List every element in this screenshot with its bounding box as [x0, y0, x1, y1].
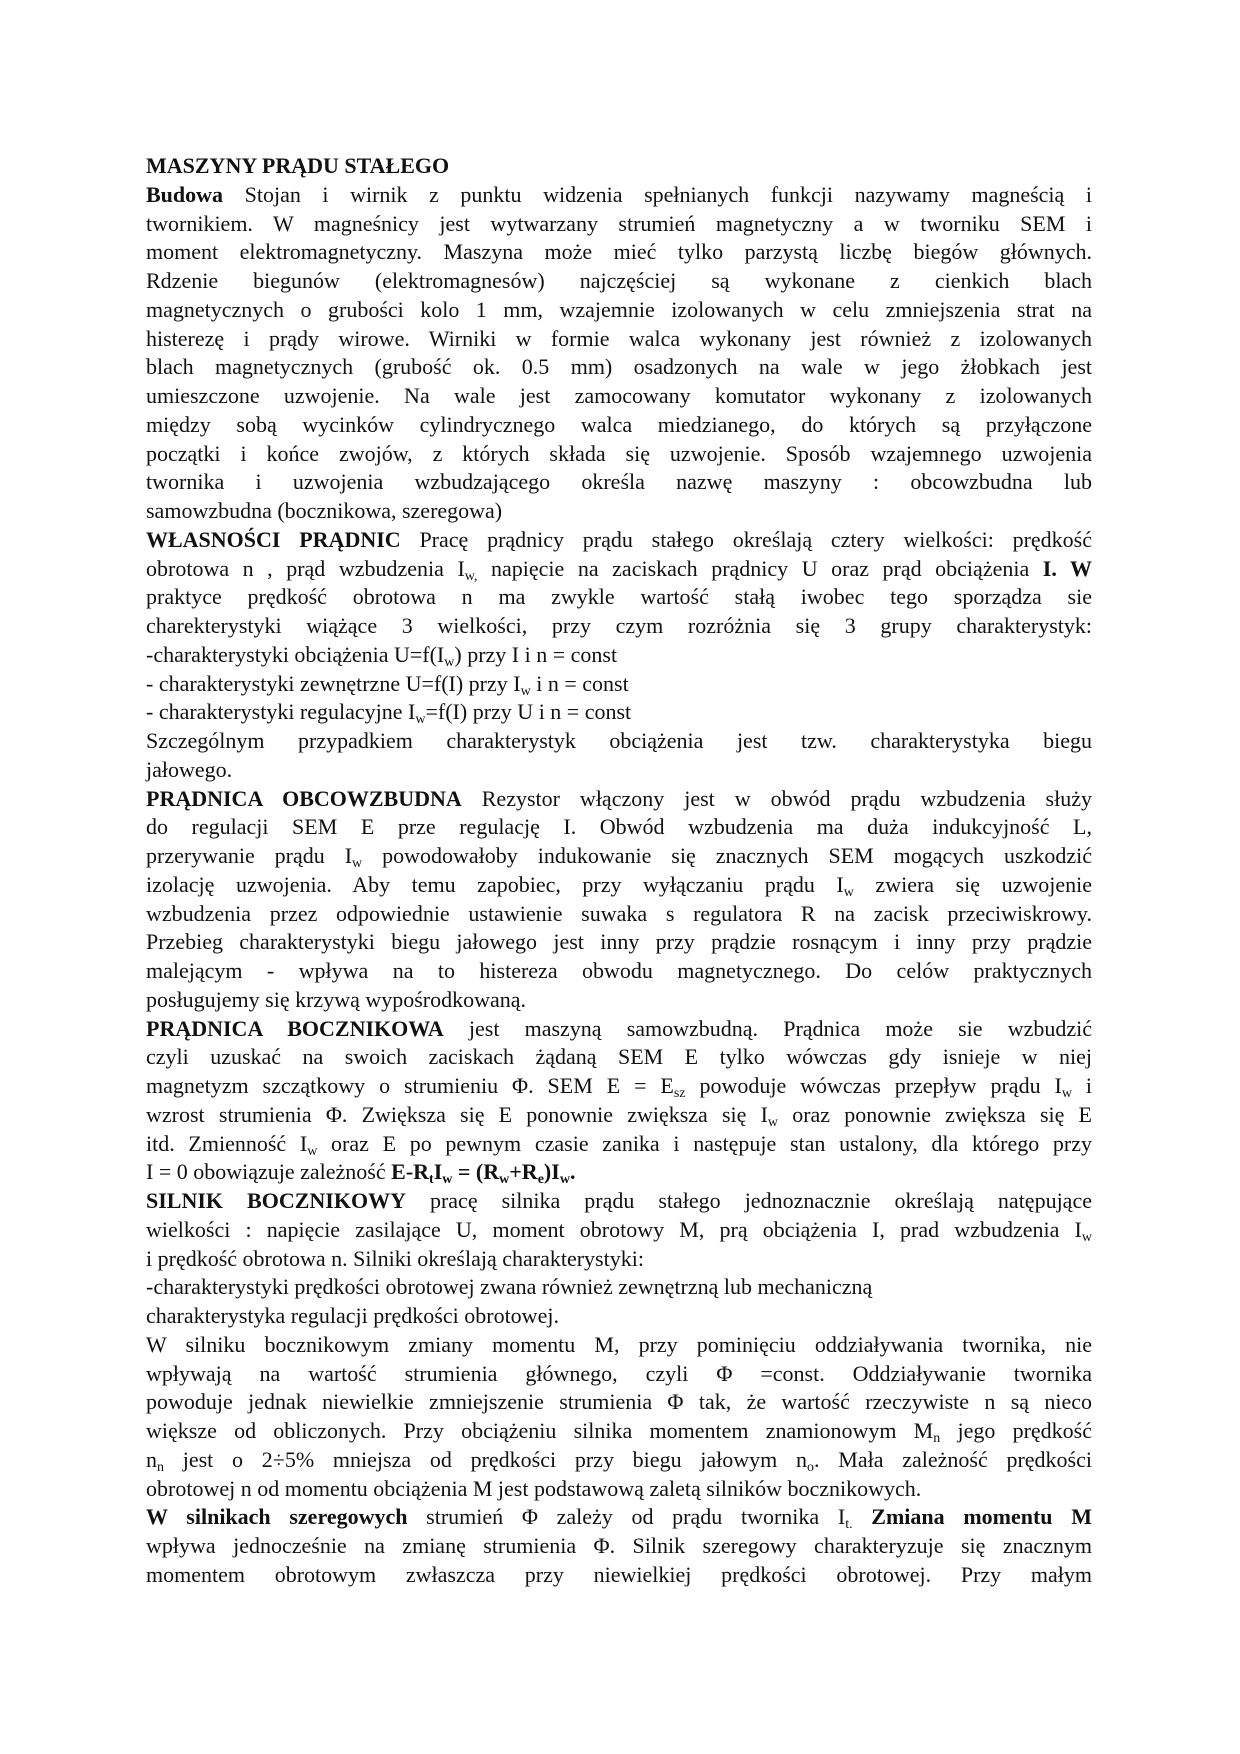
- bold-text: MASZYNY PRĄDU STAŁEGO: [146, 153, 450, 178]
- text-line: [146, 382, 1092, 411]
- text-run: [853, 1504, 872, 1529]
- subscript: w: [1061, 1086, 1072, 1101]
- text-run: czyli uzuskać na swoich zaciskach żądaną SEM E tylko wówczas gdy isnieje w niej: [146, 1044, 1092, 1070]
- text-line: [146, 238, 1092, 267]
- subscript: w: [1081, 1229, 1092, 1245]
- text-run: zwiera się uzwojenie: [853, 871, 1092, 897]
- text-run: wzbudzenia przez odpowiednie ustawienie suwaka s regulatora R na zacisk przeciwiskrowy.: [146, 900, 1092, 926]
- text-run: Pracę prądnicy prądu stałego określają cztery wielkości: prędkość: [400, 526, 1092, 552]
- subscript: w: [415, 712, 426, 728]
- bold-text: Budowa: [146, 181, 224, 207]
- bold-text: )I: [543, 1159, 560, 1185]
- text-line: [146, 325, 1092, 354]
- text-line: [146, 353, 1092, 382]
- subscript: w,: [464, 568, 478, 584]
- text-line: [146, 1446, 1092, 1475]
- text-line: [146, 555, 1092, 584]
- text-line: [146, 785, 1092, 814]
- subscript: w: [307, 1143, 318, 1159]
- text-line: [146, 1130, 1092, 1159]
- bold-text: .: [569, 1159, 576, 1185]
- text-run: powoduje jednak niewielkie zmniejszenie strumienia Φ tak, że wartość rzeczywiste n są nieco: [146, 1389, 1092, 1415]
- text-run: . Mała zależność prędkości: [814, 1446, 1092, 1472]
- text-run: Rdzenie biegunów (elektromagnesów) najczęściej są wykonane z cienkich blach: [146, 268, 1092, 293]
- text-line: [146, 1273, 1092, 1302]
- text-run: powoduje wówczas przepływ prądu I: [685, 1073, 1062, 1098]
- text-run: strumień Φ zależy od prądu twornika I: [407, 1504, 846, 1530]
- text-run: histerezę i prądy wirowe. Wirniki w formie walca wykonany jest również z izolowanych: [146, 325, 1092, 351]
- text-line: [146, 1245, 1092, 1274]
- text-run: posługujemy się krzywą wypośrodkowaną.: [146, 986, 527, 1012]
- text-line: [146, 957, 1092, 986]
- text-line: [146, 1561, 1092, 1590]
- text-line: [146, 842, 1092, 871]
- text-run: umieszczone uzwojenie. Na wale jest zamocowany komutator wykonany z izolowanych: [146, 383, 1092, 408]
- text-line: [146, 670, 1092, 699]
- text-run: napięcie na zaciskach prądnicy U oraz prąd obciążenia: [477, 555, 1043, 581]
- text-run: izolację uzwojenia. Aby temu zapobiec, przy wyłączaniu prądu I: [146, 871, 844, 897]
- text-line: [146, 900, 1092, 929]
- text-line: [146, 1302, 1092, 1331]
- text-line: [146, 1043, 1092, 1072]
- text-run: wpływa jednocześnie na zmianę strumienia Φ. Silnik szeregowy charakteryzuje się znacznym: [146, 1533, 1092, 1558]
- subscript: w: [442, 1172, 453, 1188]
- text-line: [146, 1417, 1092, 1446]
- text-run: charakterystyka regulacji prędkości obrotowej.: [146, 1303, 559, 1328]
- text-run: Stojan i wirnik z punktu widzenia spełnianych funkcji nazywamy magneścią i: [223, 181, 1092, 207]
- text-run: wzrost strumienia Φ. Zwiększa się E ponownie zwiększa się I: [146, 1101, 768, 1127]
- text-run: I = 0 obowiązuje zależność: [146, 1159, 392, 1185]
- bold-text: Zmiana momentu M: [871, 1504, 1092, 1530]
- subscript: w: [520, 683, 531, 699]
- text-run: oraz E po pewnym czasie zanika i następuje stan ustalony, dla którego przy: [317, 1130, 1092, 1156]
- bold-text: PRĄDNICA BOCZNIKOWA: [146, 1015, 444, 1041]
- subscript: w: [499, 1172, 510, 1188]
- text-run: - charakterystyki regulacyjne I: [146, 699, 416, 725]
- text-run: obrotowa n , prąd wzbudzenia I: [146, 555, 465, 581]
- text-line: [146, 1475, 1092, 1504]
- text-run: i: [1071, 1073, 1092, 1098]
- text-line: [146, 526, 1092, 555]
- text-line: [146, 698, 1092, 727]
- subscript: o: [807, 1459, 815, 1475]
- text-run: jego prędkość: [940, 1418, 1092, 1443]
- bold-text: +R: [509, 1159, 538, 1185]
- text-line: [146, 1503, 1092, 1532]
- text-run: wpływają na wartość strumienia głównego, czyli Φ =const. Oddziaływanie twornika: [146, 1360, 1092, 1386]
- text-run: n: [146, 1446, 157, 1472]
- text-line: [146, 440, 1092, 469]
- text-run: oraz ponownie zwiększa się E: [778, 1101, 1092, 1127]
- text-run: jest maszyną samowzbudną. Prądnica może sie wzbudzić: [443, 1015, 1092, 1041]
- subscript: e: [537, 1172, 544, 1188]
- text-run: twornikiem. W magneśnicy jest wytwarzany strumień magnetyczny a w tworniku SEM i: [146, 210, 1092, 236]
- bold-text: I. W: [1042, 555, 1092, 581]
- text-line: [146, 612, 1092, 641]
- text-run: obrotowej n od momentu obciążenia M jest podstawową zaletą silników bocznikowych.: [146, 1475, 922, 1501]
- text-line: [146, 1158, 1092, 1187]
- text-run: -charakterystyki prędkości obrotowej zwana również zewnętrzną lub mechaniczną: [146, 1274, 873, 1300]
- subscript: n: [933, 1431, 941, 1446]
- text-run: do regulacji SEM E prze regulację I. Obwód wzbudzenia ma duża indukcyjność L,: [146, 814, 1092, 840]
- text-run: między sobą wycinków cylindrycznego walca miedzianego, do których są przyłączone: [146, 411, 1092, 437]
- subscript: w: [767, 1114, 779, 1130]
- text-line: [146, 641, 1092, 670]
- text-run: =f(I) przy U i n = const: [425, 699, 632, 725]
- text-run: większe od obliczonych. Przy obciążeniu silnika momentem znamionowym M: [146, 1418, 934, 1443]
- text-line: [146, 871, 1092, 900]
- subscript: t: [429, 1172, 434, 1188]
- bold-text: SILNIK BOCZNIKOWY: [146, 1188, 406, 1213]
- text-run: Szczególnym przypadkiem charakterystyk obciążenia jest tzw. charakterystyka biegu: [146, 728, 1092, 753]
- text-run: twornika i uzwojenia wzbudzającego określa nazwę maszyny : obcowzbudna lub: [146, 469, 1092, 495]
- text-run: powodowałoby indukowanie się znacznych SEM mogących uszkodzić: [362, 843, 1092, 868]
- text-line: [146, 928, 1092, 957]
- bold-text: W silnikach szeregowych: [146, 1504, 408, 1530]
- text-line: [146, 152, 1092, 181]
- text-line: [146, 583, 1092, 612]
- text-line: [146, 210, 1092, 239]
- text-line: [146, 296, 1092, 325]
- text-run: jałowego.: [146, 756, 233, 782]
- text-line: [146, 267, 1092, 296]
- bold-text: WŁASNOŚCI PRĄDNIC: [146, 526, 401, 552]
- text-run: -charakterystyki obciążenia U=f(I: [146, 641, 445, 667]
- text-run: malejącym - wpływa na to histereza obwodu magnetycznego. Do celów praktycznych: [146, 958, 1092, 983]
- text-run: i n = const: [530, 670, 629, 696]
- text-run: Przebieg charakterystyki biegu jałowego jest inny przy prądzie rosnącym i inny przy prądzie: [146, 929, 1092, 955]
- text-run: przerywanie prądu I: [146, 843, 353, 868]
- text-run: pracę silnika prądu stałego jednoznacznie określają natępujące: [405, 1188, 1092, 1213]
- subscript: w: [559, 1172, 570, 1188]
- text-line: [146, 1216, 1092, 1245]
- text-line: [146, 1360, 1092, 1389]
- text-line: [146, 411, 1092, 440]
- text-run: i prędkość obrotowa n. Silniki określają charakterystyki:: [146, 1245, 644, 1271]
- text-line: [146, 986, 1092, 1015]
- text-line: [146, 1388, 1092, 1417]
- text-run: momentem obrotowym zwłaszcza przy niewielkiej prędkości obrotowej. Przy małym: [146, 1561, 1092, 1587]
- text-run: Rezystor włączony jest w obwód prądu wzbudzenia służy: [461, 785, 1092, 811]
- text-run: jest o 2÷5% mniejsza od prędkości przy biegu jałowym n: [164, 1446, 808, 1472]
- bold-text: E-R: [391, 1159, 430, 1185]
- subscript: n: [157, 1459, 164, 1475]
- text-line: [146, 468, 1092, 497]
- text-line: [146, 813, 1092, 842]
- subscript: w: [843, 884, 854, 900]
- text-run: magnetycznych o grubości kolo 1 mm, wzajemnie izolowanych w celu zmniejszenia strat na: [146, 296, 1092, 322]
- text-run: - charakterystyki zewnętrzne U=f(I) przy I: [146, 670, 521, 696]
- text-run: moment elektromagnetyczny. Maszyna może mieć tylko parzystą liczbę biegów głównych.: [146, 239, 1092, 265]
- text-run: wielkości : napięcie zasilające U, moment obrotowy M, prą obciążenia I, prad wzbudzenia I: [146, 1216, 1082, 1242]
- text-run: charekterystyki wiążące 3 wielkości, przy czym rozróżnia się 3 grupy charakterystyk:: [146, 613, 1092, 638]
- text-run: samowzbudna (bocznikowa, szeregowa): [146, 498, 503, 523]
- bold-text: = (R: [452, 1159, 500, 1185]
- text-line: [146, 1101, 1092, 1130]
- text-run: itd. Zmienność I: [146, 1130, 308, 1156]
- text-line: [146, 1187, 1092, 1216]
- text-line: [146, 1072, 1092, 1101]
- bold-text: I: [433, 1159, 443, 1185]
- text-run: ) przy I i n = const: [454, 641, 618, 667]
- text-line: [146, 1532, 1092, 1561]
- text-line: [146, 1331, 1092, 1360]
- text-line: [146, 727, 1092, 756]
- text-run: początki i końce zwojów, z których składa się uzwojenie. Sposób wzajemnego uzwojenia: [146, 440, 1092, 466]
- text-line: [146, 756, 1092, 785]
- subscript: sz: [673, 1086, 686, 1101]
- text-line: [146, 181, 1092, 210]
- text-line: [146, 497, 1092, 526]
- document-page: [146, 152, 1092, 1590]
- text-run: blach magnetycznych (grubość ok. 0.5 mm) osadzonych na wale w jego żłobkach jest: [146, 354, 1092, 380]
- subscript: t.: [845, 1517, 853, 1533]
- text-run: W silniku bocznikowym zmiany momentu M, przy pominięciu oddziaływania twornika, nie: [146, 1331, 1092, 1357]
- bold-text: PRĄDNICA OBCOWZBUDNA: [146, 785, 462, 811]
- text-run: praktyce prędkość obrotowa n ma zwykle wartość stałą iwobec tego sporządza sie: [146, 584, 1092, 610]
- subscript: w: [352, 856, 363, 871]
- text-line: [146, 1015, 1092, 1044]
- text-run: magnetyzm szczątkowy o strumieniu Φ. SEM E = E: [146, 1073, 674, 1098]
- subscript: w: [444, 654, 455, 670]
